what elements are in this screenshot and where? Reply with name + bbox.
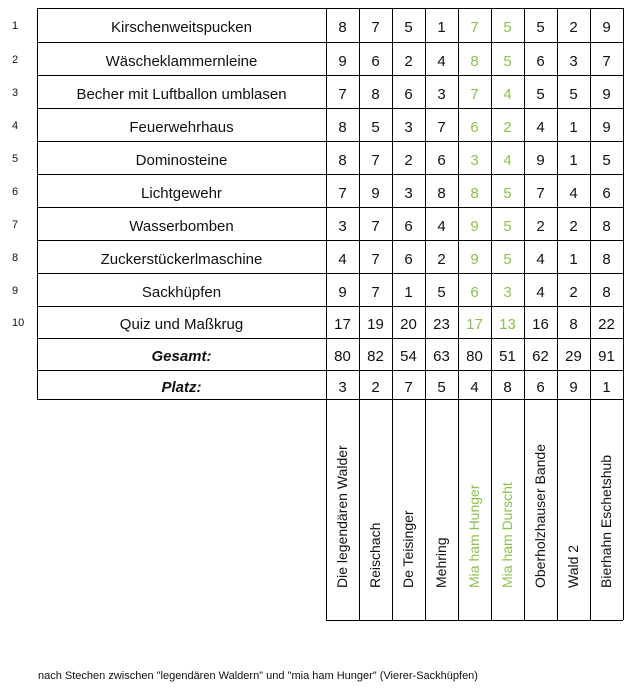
score-cell: 2 [569, 283, 578, 301]
table-rule [590, 8, 591, 620]
row-number: 9 [12, 284, 19, 297]
score-cell: 4 [338, 250, 347, 268]
table-rule [37, 174, 623, 175]
row-number: 4 [12, 119, 19, 132]
score-cell: 1 [602, 378, 611, 396]
score-cell: 4 [470, 378, 479, 396]
team-name: Wald 2 [565, 544, 581, 588]
score-cell: 9 [569, 378, 578, 396]
team-name: Mehring [433, 537, 449, 588]
score-cell: 2 [404, 151, 413, 169]
score-cell: 5 [503, 52, 512, 70]
score-cell: 9 [371, 184, 380, 202]
score-cell: 3 [338, 217, 347, 235]
table-rule [37, 338, 623, 339]
score-cell: 7 [338, 85, 347, 103]
score-cell: 17 [466, 316, 483, 333]
score-cell: 4 [437, 52, 446, 70]
score-cell: 5 [569, 85, 578, 103]
team-name: Mia ham Durscht [499, 482, 515, 588]
score-cell: 9 [602, 85, 611, 103]
score-cell: 7 [404, 378, 413, 396]
score-cell: 54 [400, 348, 417, 365]
score-cell: 8 [338, 19, 347, 36]
score-cell: 5 [437, 378, 446, 396]
table-rule [524, 8, 525, 620]
score-cell: 8 [503, 378, 512, 396]
score-cell: 4 [536, 283, 545, 301]
game-name: Sackhüpfen [141, 283, 222, 301]
score-cell: 2 [404, 52, 413, 70]
score-cell: 9 [470, 250, 479, 268]
score-cell: 3 [404, 118, 413, 136]
game-name: Kirschenweitspucken [111, 19, 252, 36]
score-cell: 6 [371, 52, 380, 70]
row-number: 8 [12, 251, 19, 264]
score-cell: 7 [371, 250, 380, 268]
score-cell: 9 [536, 151, 545, 169]
table-rule [392, 8, 393, 620]
score-cell: 5 [503, 184, 512, 202]
score-cell: 1 [569, 151, 578, 169]
row-number: 2 [12, 53, 19, 66]
score-cell: 6 [470, 283, 479, 301]
team-name: Bierhahn Eschetshub [598, 454, 614, 588]
score-cell: 1 [437, 19, 446, 36]
score-cell: 1 [404, 283, 413, 301]
table-rule [37, 207, 623, 208]
score-cell: 7 [371, 217, 380, 235]
score-cell: 7 [470, 85, 479, 103]
score-cell: 9 [338, 52, 347, 70]
score-cell: 3 [338, 378, 347, 396]
table-rule [37, 370, 623, 371]
score-cell: 2 [503, 118, 512, 136]
row-number: 7 [12, 218, 19, 231]
score-cell: 5 [503, 217, 512, 235]
row-number: 10 [12, 317, 25, 329]
score-cell: 8 [338, 151, 347, 169]
score-cell: 1 [569, 118, 578, 136]
score-cell: 3 [437, 85, 446, 103]
table-rule [359, 8, 360, 620]
score-cell: 5 [437, 283, 446, 301]
score-cell: 5 [404, 19, 413, 36]
table-rule [623, 8, 624, 620]
table-rule [37, 399, 623, 400]
score-cell: 51 [499, 348, 516, 365]
table-rule [37, 75, 623, 76]
row-number: 3 [12, 86, 19, 99]
row-number: 1 [12, 20, 19, 32]
score-cell: 7 [371, 19, 380, 36]
score-cell: 8 [602, 250, 611, 268]
score-cell: 3 [503, 283, 512, 301]
score-cell: 19 [367, 316, 384, 333]
score-cell: 5 [602, 151, 611, 169]
score-cell: 5 [371, 118, 380, 136]
score-cell: 91 [598, 348, 615, 365]
game-name: Becher mit Luftballon umblasen [76, 85, 287, 103]
score-cell: 6 [437, 151, 446, 169]
score-cell: 8 [602, 283, 611, 301]
place-label: Platz: [161, 378, 202, 396]
score-cell: 2 [569, 19, 578, 36]
game-name: Feuerwehrhaus [129, 118, 234, 136]
score-cell: 7 [371, 151, 380, 169]
score-cell: 63 [433, 348, 450, 365]
score-cell: 5 [503, 19, 512, 36]
table-rule [326, 8, 327, 620]
table-rule [37, 273, 623, 274]
table-rule [37, 141, 623, 142]
score-cell: 7 [371, 283, 380, 301]
game-name: Wasserbomben [129, 217, 234, 235]
table-rule [491, 8, 492, 620]
score-cell: 6 [404, 85, 413, 103]
score-cell: 8 [470, 184, 479, 202]
team-name: Mia ham Hunger [466, 484, 482, 588]
score-cell: 4 [437, 217, 446, 235]
score-cell: 6 [404, 217, 413, 235]
score-cell: 13 [499, 316, 516, 333]
score-cell: 2 [437, 250, 446, 268]
score-cell: 6 [536, 52, 545, 70]
score-cell: 29 [565, 348, 582, 365]
row-number: 6 [12, 185, 19, 198]
score-cell: 4 [536, 118, 545, 136]
score-cell: 16 [532, 316, 549, 333]
score-cell: 8 [338, 118, 347, 136]
score-cell: 5 [536, 85, 545, 103]
table-rule [37, 306, 623, 307]
score-cell: 1 [569, 250, 578, 268]
table-rule [326, 620, 623, 621]
game-name: Zuckerstückerlmaschine [100, 250, 263, 268]
table-rule [557, 8, 558, 620]
score-cell: 80 [466, 348, 483, 365]
score-cell: 2 [371, 378, 380, 396]
game-name: Dominosteine [135, 151, 228, 169]
total-label: Gesamt: [151, 348, 212, 365]
team-name: Reischach [367, 522, 383, 588]
table-rule [37, 240, 623, 241]
score-cell: 7 [338, 184, 347, 202]
score-cell: 6 [404, 250, 413, 268]
score-cell: 7 [437, 118, 446, 136]
score-cell: 8 [437, 184, 446, 202]
score-cell: 8 [371, 85, 380, 103]
team-name: Die legendären Walder [334, 445, 350, 588]
score-cell: 20 [400, 316, 417, 333]
score-cell: 9 [338, 283, 347, 301]
score-cell: 7 [536, 184, 545, 202]
score-cell: 6 [602, 184, 611, 202]
score-cell: 2 [536, 217, 545, 235]
score-cell: 4 [569, 184, 578, 202]
score-cell: 4 [503, 151, 512, 169]
footnote: nach Stechen zwischen "legendären Waldern" und "mia ham Hunger" (Vierer-Sackhüpfen) [38, 670, 478, 682]
score-cell: 4 [503, 85, 512, 103]
table-rule [425, 8, 426, 620]
score-cell: 2 [569, 217, 578, 235]
game-name: Quiz und Maßkrug [119, 316, 244, 333]
score-cell: 17 [334, 316, 351, 333]
score-cell: 5 [503, 250, 512, 268]
game-name: Wäscheklammernleine [105, 52, 258, 70]
score-cell: 7 [470, 19, 479, 36]
score-cell: 6 [470, 118, 479, 136]
score-cell: 6 [536, 378, 545, 396]
score-cell: 62 [532, 348, 549, 365]
score-cell: 8 [470, 52, 479, 70]
table-rule [37, 8, 38, 399]
score-cell: 3 [569, 52, 578, 70]
score-cell: 5 [536, 19, 545, 36]
score-cell: 3 [404, 184, 413, 202]
score-cell: 8 [602, 217, 611, 235]
score-cell: 3 [470, 151, 479, 169]
table-rule [458, 8, 459, 620]
table-rule [37, 108, 623, 109]
score-cell: 22 [598, 316, 615, 333]
score-cell: 23 [433, 316, 450, 333]
score-cell: 8 [569, 316, 578, 333]
score-cell: 82 [367, 348, 384, 365]
table-rule [37, 8, 623, 9]
score-cell: 80 [334, 348, 351, 365]
table-rule [37, 42, 623, 43]
score-cell: 4 [536, 250, 545, 268]
score-cell: 7 [602, 52, 611, 70]
score-cell: 9 [602, 19, 611, 36]
score-cell: 9 [470, 217, 479, 235]
row-number: 5 [12, 152, 19, 165]
score-cell: 9 [602, 118, 611, 136]
team-name: Oberholzhauser Bande [532, 444, 548, 588]
game-name: Lichtgewehr [141, 184, 222, 202]
team-name: De Teisinger [400, 510, 416, 588]
